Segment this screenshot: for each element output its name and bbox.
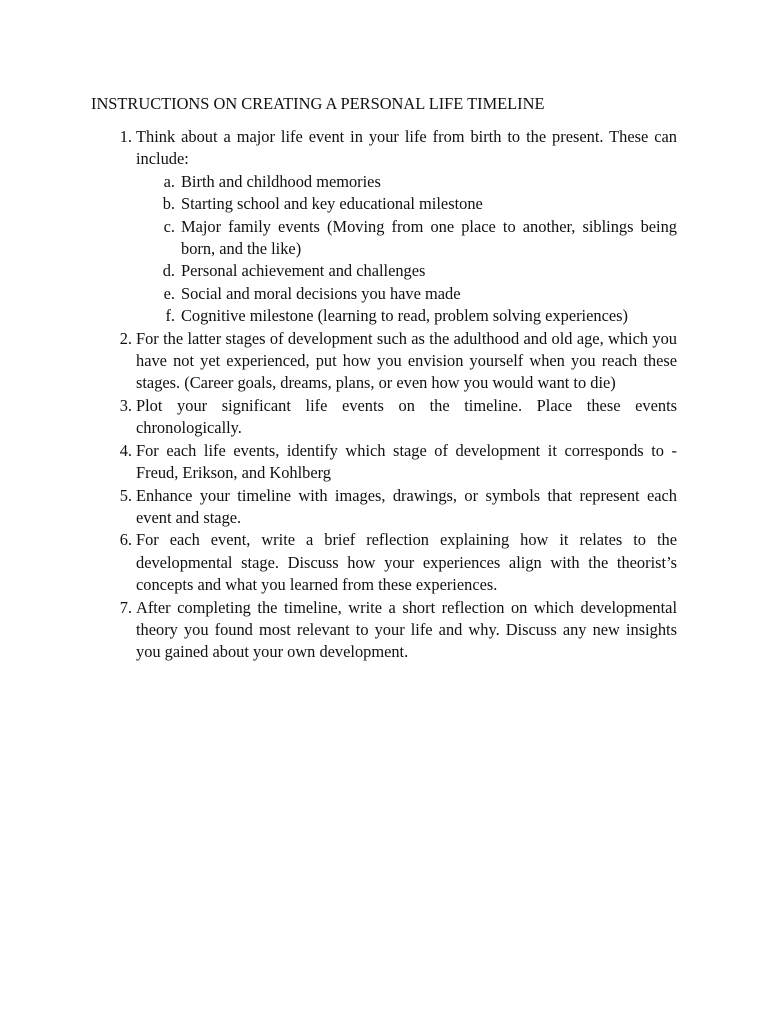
- instruction-step: [91, 328, 677, 395]
- event-type-item: [136, 171, 677, 193]
- item-text: Major family events (Moving from one place to another, siblings being born, and the like): [181, 216, 677, 259]
- step-number: 4.: [119, 440, 132, 460]
- document-title: INSTRUCTIONS ON CREATING A PERSONAL LIFE TIMELINE: [91, 94, 545, 113]
- item-letter: e.: [163, 283, 175, 303]
- event-type-item: [136, 305, 677, 327]
- instruction-step: [91, 485, 677, 530]
- event-type-item: [136, 283, 677, 305]
- item-letter: a.: [163, 171, 175, 191]
- step-text: Plot your significant life events on the timeline. Place these events chronologically.: [136, 395, 677, 438]
- step-number: 2.: [119, 328, 132, 348]
- instruction-step: [91, 529, 677, 596]
- instruction-step: [91, 440, 677, 485]
- step-text: For the latter stages of development such as the adulthood and old age, which you have not yet experienced, put how you envision yourself when you reach these stages. (Career goals, dreams, plans, or even how you would want to die): [136, 328, 677, 393]
- item-text: Cognitive milestone (learning to read, problem solving experiences): [181, 306, 628, 326]
- step-text: For each life events, identify which stage of development it corresponds to - Freud, Erikson, and Kohlberg: [136, 440, 677, 483]
- event-type-item: [136, 260, 677, 282]
- item-text: Starting school and key educational milestone: [181, 194, 483, 214]
- item-letter: d.: [162, 261, 175, 281]
- step-text: For each event, write a brief reflection explaining how it relates to the developmental stage. Discuss how your experiences align with the theorist’s concepts and what you learned from these experiences.: [136, 530, 677, 595]
- step-text: After completing the timeline, write a short reflection on which developmental theory you found most relevant to your life and why. Discuss any new insights you gained about your own development.: [136, 597, 677, 662]
- step-number: 7.: [119, 597, 132, 617]
- instruction-step: [91, 597, 677, 664]
- event-type-list: [136, 171, 677, 328]
- instruction-step: [91, 126, 677, 328]
- event-type-item: [136, 193, 677, 215]
- step-number: 3.: [119, 395, 132, 415]
- item-letter: f.: [165, 306, 175, 326]
- event-type-item: [136, 216, 677, 261]
- instruction-step: [91, 395, 677, 440]
- item-letter: b.: [162, 194, 175, 214]
- step-number: 6.: [119, 530, 132, 550]
- item-letter: c.: [163, 216, 175, 236]
- step-text: Think about a major life event in your life from birth to the present. These can include:: [136, 127, 677, 169]
- item-text: Social and moral decisions you have made: [181, 283, 461, 303]
- step-text: Enhance your timeline with images, drawings, or symbols that represent each event and stage.: [136, 485, 677, 527]
- step-number: 1.: [119, 127, 132, 146]
- item-text: Birth and childhood memories: [181, 171, 381, 191]
- step-number: 5.: [119, 485, 132, 505]
- instruction-list: [91, 126, 677, 664]
- item-text: Personal achievement and challenges: [181, 261, 426, 281]
